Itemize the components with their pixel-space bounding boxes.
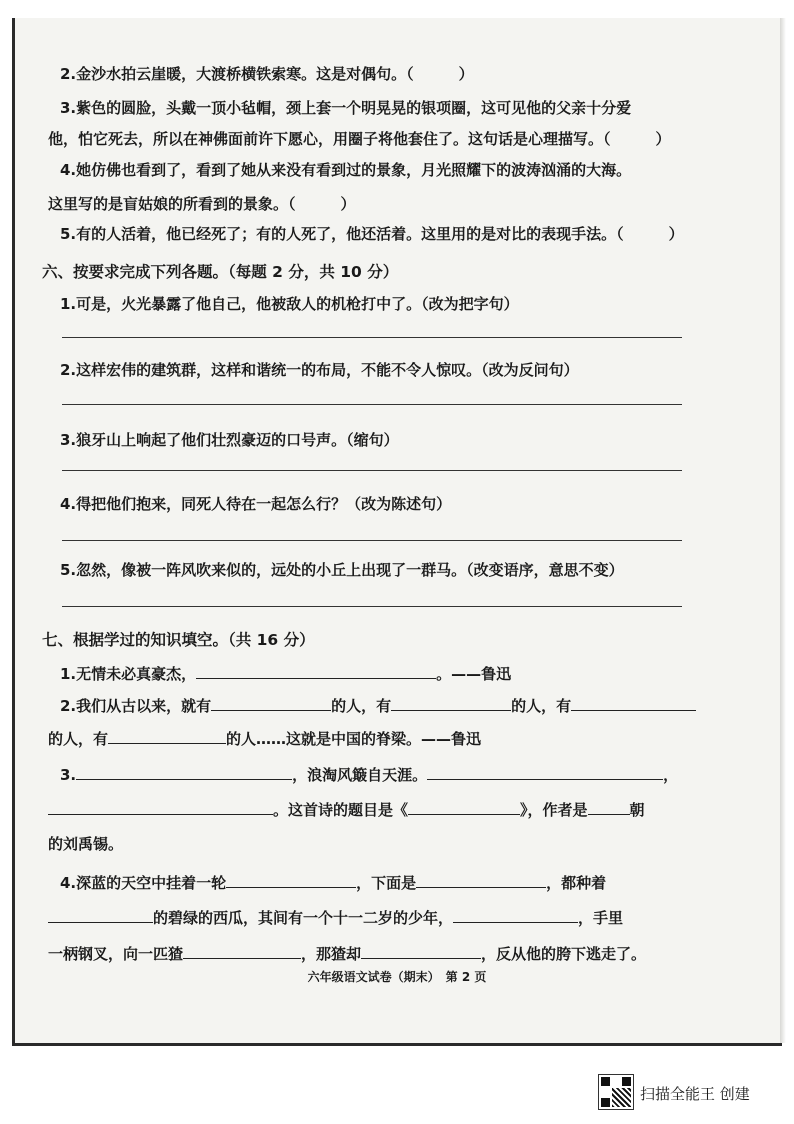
s7-q2-blank-4[interactable] [108,727,226,744]
s7-q4-text-d: 的碧绿的西瓜，其间有一个十一二岁的少年， [153,909,454,927]
section-6-title: 六、按要求完成下列各题。（每题 2 分，共 10 分） [42,263,399,281]
s7-q1-text-a: 1.无情未必真豪杰， [60,665,197,683]
s7-q3-text-c: ， [663,766,679,784]
s7-q3-text-e: 》，作者是 [520,801,588,819]
s7-q2-blank-3[interactable] [571,694,696,711]
s7-q2-text-d: 的人，有 [48,730,109,748]
s7-q4-text-h: ，反从他的胯下逃走了。 [481,945,647,963]
s7-q2-text-b: 的人，有 [331,697,392,715]
s7-q1-blank-1[interactable] [196,662,436,679]
s7-q4-text-a: 4.深蓝的天空中挂着一轮 [60,874,227,892]
s6-answer-line-3[interactable] [62,470,682,471]
s6-answer-line-4[interactable] [62,540,682,541]
s7-q3-blank-3[interactable] [48,798,273,815]
s7-q1 [60,662,511,684]
s7-q2-text-a: 2.我们从古以来，就有 [60,697,212,715]
s7-q3-blank-1[interactable] [76,763,292,780]
s5-item-3-line2: 他，怕它死去，所以在神佛面前许下愿心，用圈子将他套住了。这句话是心理描写。（ ） [48,130,671,148]
s7-q4-line3 [48,942,646,964]
s6-item-3: 3.狼牙山上响起了他们壮烈豪迈的口号声。（缩句） [60,431,399,449]
s6-item-4: 4.得把他们抱来，同死人待在一起怎么行？（改为陈述句） [60,495,452,513]
s7-q3-blank-2[interactable] [427,763,663,780]
s7-q4-text-f: 一柄钢叉，向一匹猹 [48,945,184,963]
s7-q4-blank-2[interactable] [416,871,546,888]
s5-item-4-line1: 4.她仿佛也看到了，看到了她从来没有看到过的景象，月光照耀下的波涛汹涌的大海。 [60,161,632,179]
s7-q3-text-b: ，浪淘风簸自天涯。 [292,766,428,784]
s7-q4-blank-5[interactable] [183,942,301,959]
s7-q4-blank-6[interactable] [361,942,481,959]
s7-q4-text-b: ，下面是 [356,874,417,892]
s7-q1-text-b: 。——鲁迅 [436,665,512,683]
s7-q3-text-f: 朝 [629,801,645,819]
s6-item-5: 5.忽然，像被一阵风吹来似的，远处的小丘上出现了一群马。（改变语序，意思不变） [60,561,624,579]
s7-q2-blank-2[interactable] [391,694,511,711]
s5-item-4-line2: 这里写的是盲姑娘的所看到的景象。（ ） [48,195,356,213]
section-7-title: 七、根据学过的知识填空。（共 16 分） [42,631,315,649]
scanner-brand-text: 扫描全能王 创建 [640,1085,750,1103]
s7-q3-blank-5[interactable] [588,798,630,815]
s7-q3-line2 [48,798,645,820]
s7-q2-blank-1[interactable] [211,694,331,711]
s6-answer-line-5[interactable] [62,606,682,607]
s7-q3-text-a: 3. [60,766,77,784]
s6-item-1: 1.可是，火光暴露了他自己，他被敌人的机枪打中了。（改为把字句） [60,295,519,313]
s7-q3-line1 [60,763,678,785]
s6-answer-line-1[interactable] [62,337,682,338]
s7-q3-line3: 的刘禹锡。 [48,835,124,853]
s7-q2-line1 [60,694,696,716]
s7-q2-text-c: 的人，有 [511,697,572,715]
s7-q4-blank-4[interactable] [453,906,578,923]
s7-q3-text-d: 。这首诗的题目是《 [273,801,409,819]
s7-q4-text-e: ，手里 [578,909,624,927]
s7-q4-line2 [48,906,623,928]
s5-item-2: 2.金沙水拍云崖暖，大渡桥横铁索寒。这是对偶句。（ ） [60,65,474,83]
s7-q4-text-c: ，都种着 [546,874,607,892]
s7-q4-line1 [60,871,606,893]
s7-q2-line2 [48,727,481,749]
s6-answer-line-2[interactable] [62,404,682,405]
s7-q4-blank-1[interactable] [226,871,356,888]
s5-item-5: 5.有的人活着，他已经死了；有的人死了，他还活着。这里用的是对比的表现手法。（ ） [60,225,684,243]
s7-q4-blank-3[interactable] [48,906,153,923]
s7-q2-text-e: 的人……这就是中国的脊梁。——鲁迅 [226,730,482,748]
page-footer: 六年级语文试卷（期末） 第 2 页 [307,970,487,984]
s5-item-3-line1: 3.紫色的圆脸，头戴一顶小毡帽，颈上套一个明晃晃的银项圈，这可见他的父亲十分爱 [60,99,632,117]
s7-q4-text-g: ，那猹却 [301,945,362,963]
qr-code-icon [598,1074,634,1110]
s6-item-2: 2.这样宏伟的建筑群，这样和谐统一的布局，不能不令人惊叹。（改为反问句） [60,361,579,379]
s7-q3-blank-4[interactable] [408,798,520,815]
